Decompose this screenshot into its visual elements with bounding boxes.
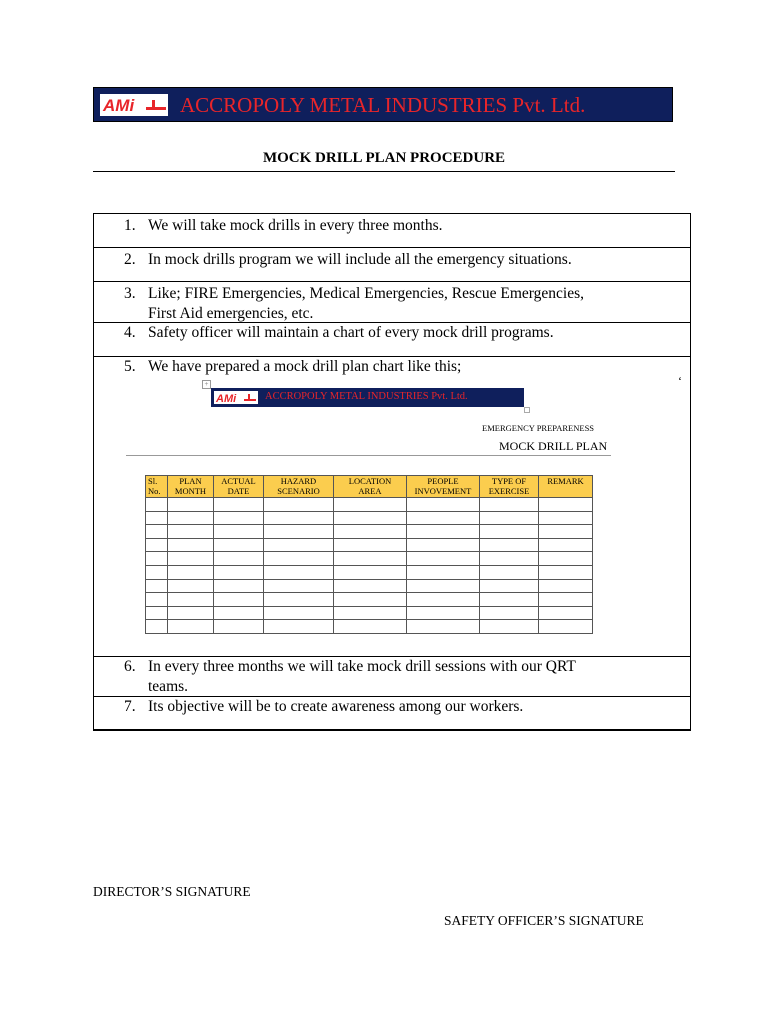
table-cell [264,525,334,539]
table-cell [146,511,168,525]
table-cell [334,511,407,525]
table-cell [168,538,214,552]
table-cell [264,593,334,607]
procedure-row-2 [94,248,690,282]
col-header-hazard-scenario: HAZARD SCENARIO [264,476,334,498]
table-cell [407,511,480,525]
table-cell [146,538,168,552]
table-cell [168,606,214,620]
table-cell [539,606,593,620]
table-cell [407,525,480,539]
table-cell [214,525,264,539]
table-cell [146,606,168,620]
table-row [146,552,593,566]
table-cell [480,579,539,593]
table-cell [146,525,168,539]
table-cell [146,552,168,566]
table-cell [407,579,480,593]
table-cell [214,565,264,579]
table-cell [214,552,264,566]
item-text-continued: teams. [148,678,189,695]
table-cell [407,606,480,620]
item-text: Its objective will be to create awareness among our workers. [148,698,524,715]
table-cell [407,552,480,566]
table-cell [539,498,593,512]
table-cell [407,498,480,512]
table-cell [168,620,214,634]
table-cell [407,620,480,634]
item-number: 1. [124,217,136,234]
table-row [146,498,593,512]
item-number: 2. [124,251,136,268]
table-cell [334,525,407,539]
table-cell [214,498,264,512]
table-row [146,565,593,579]
table-cell [480,620,539,634]
ami-logo-icon [214,391,258,404]
table-body [146,498,593,634]
object-move-handle-icon[interactable]: + [202,380,211,389]
table-cell [168,593,214,607]
object-resize-handle[interactable] [524,407,530,413]
table-cell [264,511,334,525]
company-banner [93,87,673,122]
table-cell [214,620,264,634]
table-cell [539,552,593,566]
table-row [146,511,593,525]
table-cell [264,620,334,634]
ami-logo-icon [100,94,168,116]
table-row [146,579,593,593]
table-cell [480,593,539,607]
item-text: Safety officer will maintain a chart of every mock drill programs. [148,324,554,341]
col-header-plan-month: PLAN MONTH [168,476,214,498]
table-row [146,593,593,607]
procedure-row-1 [94,214,690,248]
table-cell [539,565,593,579]
table-row [146,620,593,634]
chart-title-rule [126,455,611,456]
table-cell [334,498,407,512]
table-cell [334,565,407,579]
list-item [124,657,679,697]
title-underline [93,171,675,172]
item-text: Like; FIRE Emergencies, Medical Emergencies, Rescue Emergencies, [148,285,585,302]
procedure-row-6 [94,657,690,697]
chart-plan-title: MOCK DRILL PLAN [499,439,608,453]
table-cell [264,565,334,579]
table-cell [146,498,168,512]
table-cell [539,525,593,539]
table-cell [146,620,168,634]
table-cell [214,511,264,525]
table-cell [407,538,480,552]
table-cell [539,579,593,593]
procedure-row-7 [94,697,690,730]
procedure-box [93,213,691,731]
table-cell [214,579,264,593]
table-header-row [146,476,593,498]
table-cell [264,498,334,512]
list-item [124,357,679,377]
table-cell [168,511,214,525]
table-cell [214,606,264,620]
list-item [124,250,679,270]
col-header-sl-no: Sl. No. [146,476,168,498]
col-header-people-involvement: PEOPLE INVOVEMENT [407,476,480,498]
table-cell [264,538,334,552]
table-cell [539,620,593,634]
table-cell [480,552,539,566]
table-cell [480,511,539,525]
table-cell [168,498,214,512]
item-number: 5. [124,358,136,375]
col-header-type-of-exercise: TYPE OF EXERCISE [480,476,539,498]
mock-drill-plan-table [145,475,593,634]
chart-company-banner [211,388,524,407]
procedure-row-4 [94,323,690,357]
table-cell [168,565,214,579]
col-header-location-area: LOCATION AREA [334,476,407,498]
table-cell [146,579,168,593]
table-cell [168,552,214,566]
company-name: ACCROPOLY METAL INDUSTRIES Pvt. Ltd. [180,93,586,117]
chart-section-label: EMERGENCY PREPARENESS [482,423,595,433]
table-cell [480,538,539,552]
table-cell [168,579,214,593]
table-cell [334,552,407,566]
table-cell [539,593,593,607]
item-number: 7. [124,698,136,715]
table-cell [214,538,264,552]
col-header-actual-date: ACTUAL DATE [214,476,264,498]
table-cell [264,579,334,593]
document-title: MOCK DRILL PLAN PROCEDURE [262,150,506,166]
list-item [124,284,679,324]
list-item [124,697,679,717]
table-cell [480,525,539,539]
table-cell [539,538,593,552]
list-item [124,323,679,343]
table-cell [264,606,334,620]
table-cell [539,511,593,525]
table-cell [214,593,264,607]
table-cell [168,525,214,539]
table-cell [480,498,539,512]
svg-text:AMi: AMi [216,393,237,404]
table-cell [146,593,168,607]
item-number: 6. [124,658,136,675]
item-number: 4. [124,324,136,341]
table-cell [334,593,407,607]
table-cell [264,552,334,566]
safety-officer-signature-label: SAFETY OFFICER’S SIGNATURE [444,913,644,928]
table-cell [407,565,480,579]
table-cell [334,579,407,593]
table-cell [334,538,407,552]
item-number: 3. [124,285,136,302]
table-row [146,538,593,552]
stray-quote-mark: ‘ [678,374,682,388]
item-text-continued: First Aid emergencies, etc. [148,305,314,322]
chart-company-logo [214,391,258,404]
item-text: In every three months we will take mock drill sessions with our QRT [148,658,576,675]
chart-company-name: ACCROPOLY METAL INDUSTRIES Pvt. Ltd. [265,391,468,402]
col-header-remark: REMARK [539,476,593,498]
svg-text:AMi: AMi [103,96,135,115]
procedure-row-3 [94,282,690,323]
table-row [146,606,593,620]
director-signature-label: DIRECTOR’S SIGNATURE [93,884,251,899]
table-cell [480,565,539,579]
table-cell [146,565,168,579]
item-text: In mock drills program we will include all the emergency situations. [148,251,572,268]
table-cell [480,606,539,620]
list-item [124,216,679,236]
item-text: We have prepared a mock drill plan chart like this; [148,358,462,375]
table-cell [334,606,407,620]
item-text: We will take mock drills in every three months. [148,217,443,234]
table-cell [334,620,407,634]
table-row [146,525,593,539]
table-cell [407,593,480,607]
company-logo [100,94,168,116]
